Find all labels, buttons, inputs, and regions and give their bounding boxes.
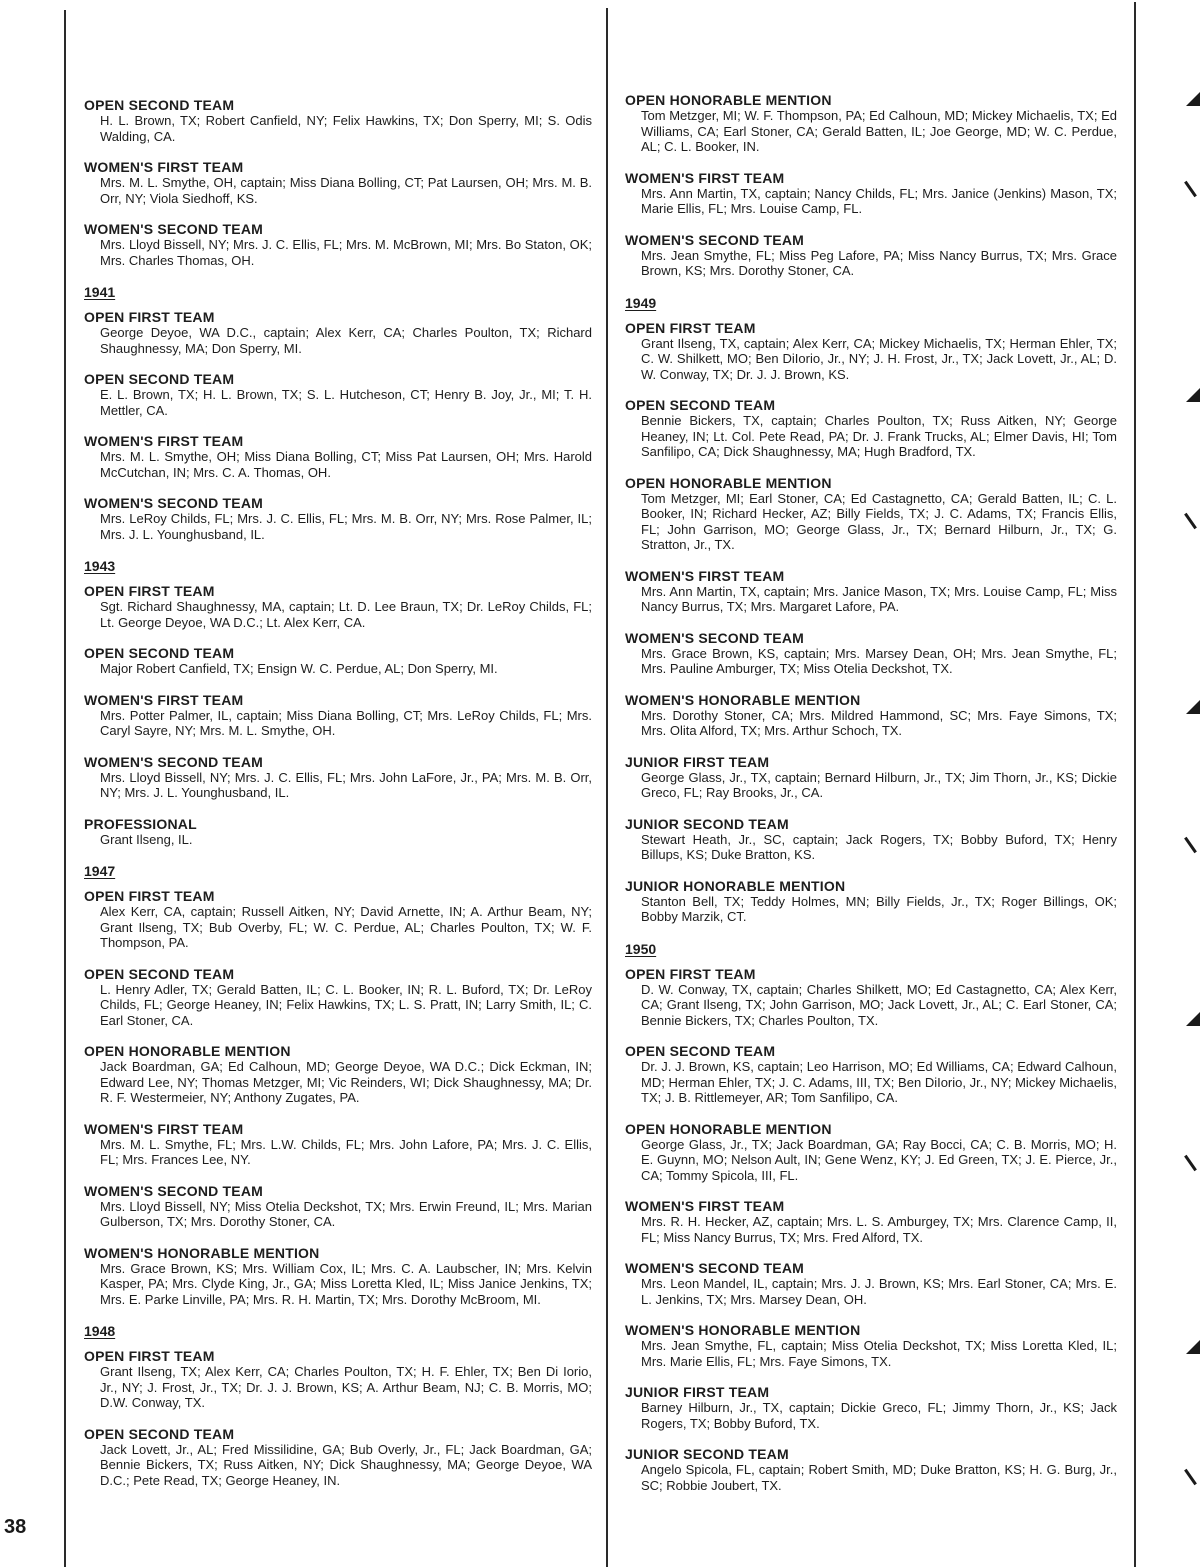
right-column	[625, 0, 1117, 1509]
team-section	[625, 1199, 1117, 1245]
edge-mark	[1184, 513, 1197, 529]
team-heading: WOMEN'S HONORABLE MENTION	[625, 691, 861, 708]
edge-mark	[1186, 1340, 1200, 1354]
team-members: Mrs. Lloyd Bissell, NY; Mrs. J. C. Ellis, FL; Mrs. M. McBrown, MI; Mrs. Bo Staton, OK; Mrs. Charles Thomas, OH.	[100, 237, 592, 268]
team-heading: OPEN FIRST TEAM	[84, 583, 215, 599]
team-heading: WOMEN'S FIRST TEAM	[84, 691, 244, 708]
team-section	[625, 1261, 1117, 1307]
team-members: Angelo Spicola, FL, captain; Robert Smith, MD; Duke Bratton, KS; H. G. Burg, Jr., SC; Robbie Joubert, TX.	[641, 1462, 1117, 1493]
team-section	[84, 222, 592, 268]
team-heading: OPEN HONORABLE MENTION	[625, 92, 832, 108]
year-heading: 1943	[84, 558, 116, 574]
team-section	[625, 879, 1117, 925]
team-members: Major Robert Canfield, TX; Ensign W. C. Perdue, AL; Don Sperry, MI.	[100, 661, 498, 676]
edge-mark	[1186, 1012, 1200, 1026]
team-heading: OPEN SECOND TEAM	[84, 965, 235, 982]
team-members: L. Henry Adler, TX; Gerald Batten, IL; C. L. Booker, IN; R. L. Buford, TX; Dr. LeRoy Childs, FL; George Heaney, IN; Felix Hawkins, TX; L. S. Pratt, IN; Larry Smith, IL; C. Earl Stoner, CA.	[100, 981, 592, 1028]
team-heading: WOMEN'S FIRST TEAM	[625, 567, 785, 584]
team-heading: OPEN HONORABLE MENTION	[625, 1120, 832, 1137]
right-margin-rule	[1134, 2, 1136, 1567]
team-members: Mrs. Jean Smythe, FL; Miss Peg Lafore, PA; Miss Nancy Burrus, TX; Mrs. Grace Brown, KS; Mrs. Dorothy Stoner, CA.	[641, 247, 1117, 278]
team-members: Mrs. Ann Martin, TX, captain; Mrs. Janice Mason, TX; Mrs. Louise Camp, FL; Miss Nancy Burrus, TX; Mrs. Margaret Lafore, PA.	[641, 583, 1117, 614]
team-section	[625, 1122, 1117, 1184]
edge-mark	[1184, 837, 1197, 853]
team-members: Mrs. M. L. Smythe, OH, captain; Miss Diana Bolling, CT; Pat Laursen, OH; Mrs. M. B. Orr, NY; Viola Siedhoff, KS.	[100, 175, 592, 206]
team-members: Mrs. Leon Mandel, IL, captain; Mrs. J. J. Brown, KS; Mrs. Earl Stoner, CA; Mrs. E. L. Jenkins, TX; Mrs. Marsey Dean, OH.	[641, 1276, 1117, 1307]
team-section	[625, 233, 1117, 279]
team-section	[84, 160, 592, 206]
team-members: Jack Boardman, GA; Ed Calhoun, MD; George Deyoe, WA D.C.; Dick Eckman, IN; Edward Lee, NY; Thomas Metzger, MI; Vic Reinders, WI; Dick Shaughnessy, MA; Dr. R. F. Westermeier, NY; Anthony Zugates, PA.	[100, 1059, 592, 1105]
team-section	[84, 755, 592, 801]
edge-mark	[1184, 181, 1197, 197]
team-section	[84, 646, 592, 677]
team-heading: WOMEN'S FIRST TEAM	[625, 1198, 785, 1214]
team-section	[625, 967, 1117, 1029]
team-heading: WOMEN'S SECOND TEAM	[625, 1260, 805, 1276]
team-heading: WOMEN'S FIRST TEAM	[84, 433, 244, 449]
team-members: H. L. Brown, TX; Robert Canfield, NY; Felix Hawkins, TX; Don Sperry, MI; S. Odis Walding, CA.	[100, 113, 592, 144]
team-heading: OPEN SECOND TEAM	[84, 1425, 235, 1442]
team-members: E. L. Brown, TX; H. L. Brown, TX; S. L. Hutcheson, CT; Henry B. Joy, Jr., MI; T. H. Mettler, CA.	[100, 387, 592, 418]
team-members: Mrs. M. L. Smythe, FL; Mrs. L.W. Childs, FL; Mrs. John Lafore, PA; Mrs. J. C. Ellis, FL; Mrs. Frances Lee, NY.	[100, 1136, 592, 1167]
team-heading: OPEN FIRST TEAM	[84, 888, 215, 904]
team-section	[625, 1385, 1117, 1431]
team-heading: WOMEN'S SECOND TEAM	[625, 231, 805, 248]
year-heading: 1947	[84, 863, 116, 879]
team-section	[84, 1349, 592, 1411]
team-members: Dr. J. J. Brown, KS, captain; Leo Harrison, MO; Ed Williams, CA; Edward Calhoun, MD; Herman Ehler, TX; J. C. Adams, III, TX; Ben DiIorio, Jr., NY; Mickey Michaelis, TX; J. B. Rittlemeyer, AR; Tom Sanfilipo, CA.	[641, 1059, 1117, 1105]
edge-mark	[1186, 700, 1200, 714]
team-section	[625, 631, 1117, 677]
year-heading: 1950	[625, 940, 657, 957]
team-section	[625, 569, 1117, 615]
team-members: George Glass, Jr., TX, captain; Bernard Hilburn, Jr., TX; Jim Thorn, Jr., KS; Dickie Greco, FL; Ray Brooks, Jr., CA.	[641, 769, 1117, 800]
team-members: Mrs. Grace Brown, KS; Mrs. William Cox, IL; Mrs. C. A. Laubscher, IN; Mrs. Kelvin Kasper, PA; Mrs. Clyde King, Jr., GA; Miss Loretta Kled, IL; Miss Janice Jenkins, TX; Mrs. E. Parke Linville, PA; Mrs. R. H. Martin, TX; Mrs. Dorothy McBroom, MI.	[100, 1260, 592, 1307]
year-heading: 1949	[625, 294, 657, 311]
team-members: Grant Ilseng, TX, captain; Alex Kerr, CA; Mickey Michaelis, TX; Herman Ehler, TX; C. W. Shilkett, MO; Ben DiIorio, Jr., NY; J. H. Frost, Jr., TX; Jack Lovett, Jr., AL; D. W. Conway, TX; Dr. J. J. Brown, KS.	[641, 335, 1117, 382]
team-heading: WOMEN'S FIRST TEAM	[84, 1120, 244, 1137]
team-members: Mrs. LeRoy Childs, FL; Mrs. J. C. Ellis, FL; Mrs. M. B. Orr, NY; Mrs. Rose Palmer, IL; Mrs. J. L. Younghusband, IL.	[100, 511, 592, 542]
team-members: Mrs. Dorothy Stoner, CA; Mrs. Mildred Hammond, SC; Mrs. Faye Simons, TX; Mrs. Olita Alford, TX; Mrs. Arthur Schoch, TX.	[641, 707, 1117, 738]
team-section	[625, 693, 1117, 739]
year-heading: 1941	[84, 284, 116, 300]
team-heading: OPEN SECOND TEAM	[625, 1043, 776, 1059]
team-heading: WOMEN'S SECOND TEAM	[84, 753, 264, 770]
team-members: Sgt. Richard Shaughnessy, MA, captain; Lt. D. Lee Braun, TX; Dr. LeRoy Childs, FL; Lt. George Deyoe, WA D.C.; Lt. Alex Kerr, CA.	[100, 599, 592, 630]
team-members: George Glass, Jr., TX; Jack Boardman, GA; Ray Bocci, CA; C. B. Morris, MO; H. E. Guynn, MO; Nelson Ault, IN; Gene Wenz, KY; J. Ed Green, TX; J. E. Pierce, Jr., CA; Tommy Spicola, III, FL.	[641, 1136, 1117, 1183]
team-members: Barney Hilburn, Jr., TX, captain; Dickie Greco, FL; Jimmy Thorn, Jr., KS; Jack Rogers, TX; Bobby Buford, TX.	[641, 1400, 1117, 1431]
team-section	[625, 1447, 1117, 1493]
team-heading: OPEN HONORABLE MENTION	[625, 474, 832, 491]
team-heading: OPEN FIRST TEAM	[625, 965, 756, 982]
team-section	[84, 310, 592, 356]
team-members: Stanton Bell, TX; Teddy Holmes, MN; Billy Fields, Jr., TX; Roger Billings, OK; Bobby Marzik, CT.	[641, 893, 1117, 924]
team-members: Mrs. M. L. Smythe, OH; Miss Diana Bolling, CT; Miss Pat Laursen, OH; Mrs. Harold McCutchan, IN; Mrs. C. A. Thomas, OH.	[100, 449, 592, 480]
edge-mark	[1184, 1469, 1197, 1485]
team-section	[625, 1323, 1117, 1369]
team-section	[625, 171, 1117, 217]
team-section	[625, 1044, 1117, 1106]
team-section	[84, 693, 592, 739]
left-margin-rule	[64, 10, 66, 1567]
team-heading: WOMEN'S FIRST TEAM	[84, 159, 244, 175]
team-heading: PROFESSIONAL	[84, 815, 197, 832]
team-members: Jack Lovett, Jr., AL; Fred Missilidine, GA; Bub Overly, Jr., FL; Jack Boardman, GA; Bennie Bickers, TX; Russ Aitken, NY; Dick Shaughnessy, MA; George Deyoe, WA D.C.; Pete Read, TX; George Heaney, IN.	[100, 1441, 592, 1488]
team-section	[84, 434, 592, 480]
team-members: George Deyoe, WA D.C., captain; Alex Kerr, CA; Charles Poulton, TX; Richard Shaughnessy, MA; Don Sperry, MI.	[100, 325, 592, 356]
year-heading: 1948	[84, 1323, 116, 1339]
team-heading: WOMEN'S SECOND TEAM	[625, 629, 805, 646]
team-heading: OPEN FIRST TEAM	[84, 1348, 215, 1364]
edge-mark	[1186, 388, 1200, 402]
team-section	[625, 476, 1117, 553]
team-heading: WOMEN'S SECOND TEAM	[84, 221, 264, 237]
team-members: Stewart Heath, Jr., SC, captain; Jack Rogers, TX; Bobby Buford, TX; Henry Billups, KS; Duke Bratton, KS.	[641, 831, 1117, 862]
team-section	[84, 496, 592, 542]
team-heading: OPEN SECOND TEAM	[84, 97, 235, 113]
team-section	[84, 1044, 592, 1106]
edge-mark	[1184, 1155, 1197, 1171]
team-members: Mrs. Grace Brown, KS, captain; Mrs. Marsey Dean, OH; Mrs. Jean Smythe, FL; Mrs. Pauline Amburger, TX; Miss Otelia Deckshot, TX.	[641, 645, 1117, 676]
team-section	[84, 817, 592, 848]
team-heading: JUNIOR SECOND TEAM	[625, 1446, 789, 1462]
team-heading: OPEN SECOND TEAM	[84, 645, 235, 661]
team-heading: JUNIOR HONORABLE MENTION	[625, 877, 846, 894]
team-members: Grant Ilseng, TX; Alex Kerr, CA; Charles Poulton, TX; H. F. Ehler, TX; Ben Di Iorio, Jr., NY; J. Frost, Jr., TX; Dr. J. J. Brown, KS; A. Arthur Beam, NJ; C. B. Morris, MO; D.W. Conway, TX.	[100, 1364, 592, 1410]
team-section	[84, 372, 592, 418]
edge-mark	[1186, 92, 1200, 106]
team-section	[625, 321, 1117, 383]
team-section	[84, 1184, 592, 1230]
team-heading: JUNIOR FIRST TEAM	[625, 753, 770, 770]
team-members: Mrs. Lloyd Bissell, NY; Mrs. J. C. Ellis, FL; Mrs. John LaFore, Jr., PA; Mrs. M. B. Orr, NY; Mrs. J. L. Younghusband, IL.	[100, 769, 592, 800]
team-members: Tom Metzger, MI; W. F. Thompson, PA; Ed Calhoun, MD; Mickey Michaelis, TX; Ed Williams, CA; Earl Stoner, CA; Gerald Batten, IL; Joe George, MD; W. C. Perdue, AL; C. L. Booker, IN.	[641, 108, 1117, 154]
team-members: Alex Kerr, CA, captain; Russell Aitken, NY; David Arnette, IN; A. Arthur Beam, NY; Grant Ilseng, TX; Bub Overby, FL; W. C. Perdue, AL; Charles Poulton, TX; W. F. Thompson, PA.	[100, 904, 592, 950]
team-section	[84, 1122, 592, 1168]
column-divider-rule	[606, 8, 608, 1567]
team-heading: OPEN FIRST TEAM	[625, 319, 756, 336]
team-section	[625, 817, 1117, 863]
team-section	[84, 967, 592, 1029]
team-section	[84, 1427, 592, 1489]
team-members: Mrs. Ann Martin, TX, captain; Nancy Childs, FL; Mrs. Janice (Jenkins) Mason, TX; Marie Ellis, FL; Mrs. Louise Camp, FL.	[641, 185, 1117, 216]
team-heading: WOMEN'S SECOND TEAM	[84, 1182, 264, 1199]
team-heading: WOMEN'S HONORABLE MENTION	[84, 1244, 320, 1261]
team-section	[625, 93, 1117, 155]
page-number: 38	[4, 1516, 27, 1538]
team-heading: WOMEN'S SECOND TEAM	[84, 495, 264, 511]
team-members: Mrs. R. H. Hecker, AZ, captain; Mrs. L. S. Amburgey, TX; Mrs. Clarence Camp, II, FL; Miss Nancy Burrus, TX; Mrs. Fred Alford, TX.	[641, 1214, 1117, 1245]
team-heading: JUNIOR SECOND TEAM	[625, 815, 789, 832]
team-members: Grant Ilseng, IL.	[100, 831, 193, 847]
team-members: Tom Metzger, MI; Earl Stoner, CA; Ed Castagnetto, CA; Gerald Batten, IL; C. L. Booker, IN; Richard Hecker, AZ; Billy Fields, TX; J. C. Adams, TX; Francis Ellis, FL; John Garrison, MO; George Glass, Jr., TX; Bernard Hilburn, Jr., TX; G. Stratton, Jr., TX.	[641, 490, 1117, 552]
team-members: Mrs. Lloyd Bissell, NY; Miss Otelia Deckshot, TX; Mrs. Erwin Freund, IL; Mrs. Marian Gulberson, TX; Mrs. Dorothy Stoner, CA.	[100, 1198, 592, 1229]
team-members: Bennie Bickers, TX, captain; Charles Poulton, TX; Russ Aitken, NY; George Heaney, IN; Lt. Col. Pete Read, PA; Dr. J. Frank Trucks, AL; Elmer Davis, HI; Tom Sanfilipo, CA; Dick Shaughnessy, MA; Hugh Bradford, TX.	[641, 413, 1117, 459]
team-heading: OPEN HONORABLE MENTION	[84, 1043, 291, 1059]
team-heading: WOMEN'S HONORABLE MENTION	[625, 1322, 861, 1338]
left-column	[84, 0, 592, 1504]
team-heading: OPEN SECOND TEAM	[84, 371, 235, 387]
team-members: D. W. Conway, TX, captain; Charles Shilkett, MO; Ed Castagnetto, CA; Alex Kerr, CA; Grant Ilseng, TX; John Garrison, MO; Jack Lovett, Jr., AL; C. Earl Stoner, CA; Bennie Bickers, TX; Charles Poulton, TX.	[641, 981, 1117, 1028]
team-section	[84, 98, 592, 144]
team-section	[84, 1246, 592, 1308]
team-section	[84, 584, 592, 630]
team-members: Mrs. Jean Smythe, FL, captain; Miss Otelia Deckshot, TX; Miss Loretta Kled, IL; Mrs. Marie Ellis, FL; Mrs. Faye Simons, TX.	[641, 1338, 1117, 1369]
team-section	[625, 398, 1117, 460]
team-heading: OPEN FIRST TEAM	[84, 309, 215, 325]
team-heading: JUNIOR FIRST TEAM	[625, 1384, 770, 1400]
team-members: Mrs. Potter Palmer, IL, captain; Miss Diana Bolling, CT; Mrs. LeRoy Childs, FL; Mrs. Caryl Sayre, NY; Mrs. M. L. Smythe, OH.	[100, 707, 592, 738]
team-heading: OPEN SECOND TEAM	[625, 397, 776, 413]
team-section	[84, 889, 592, 951]
team-section	[625, 755, 1117, 801]
team-heading: WOMEN'S FIRST TEAM	[625, 169, 785, 186]
